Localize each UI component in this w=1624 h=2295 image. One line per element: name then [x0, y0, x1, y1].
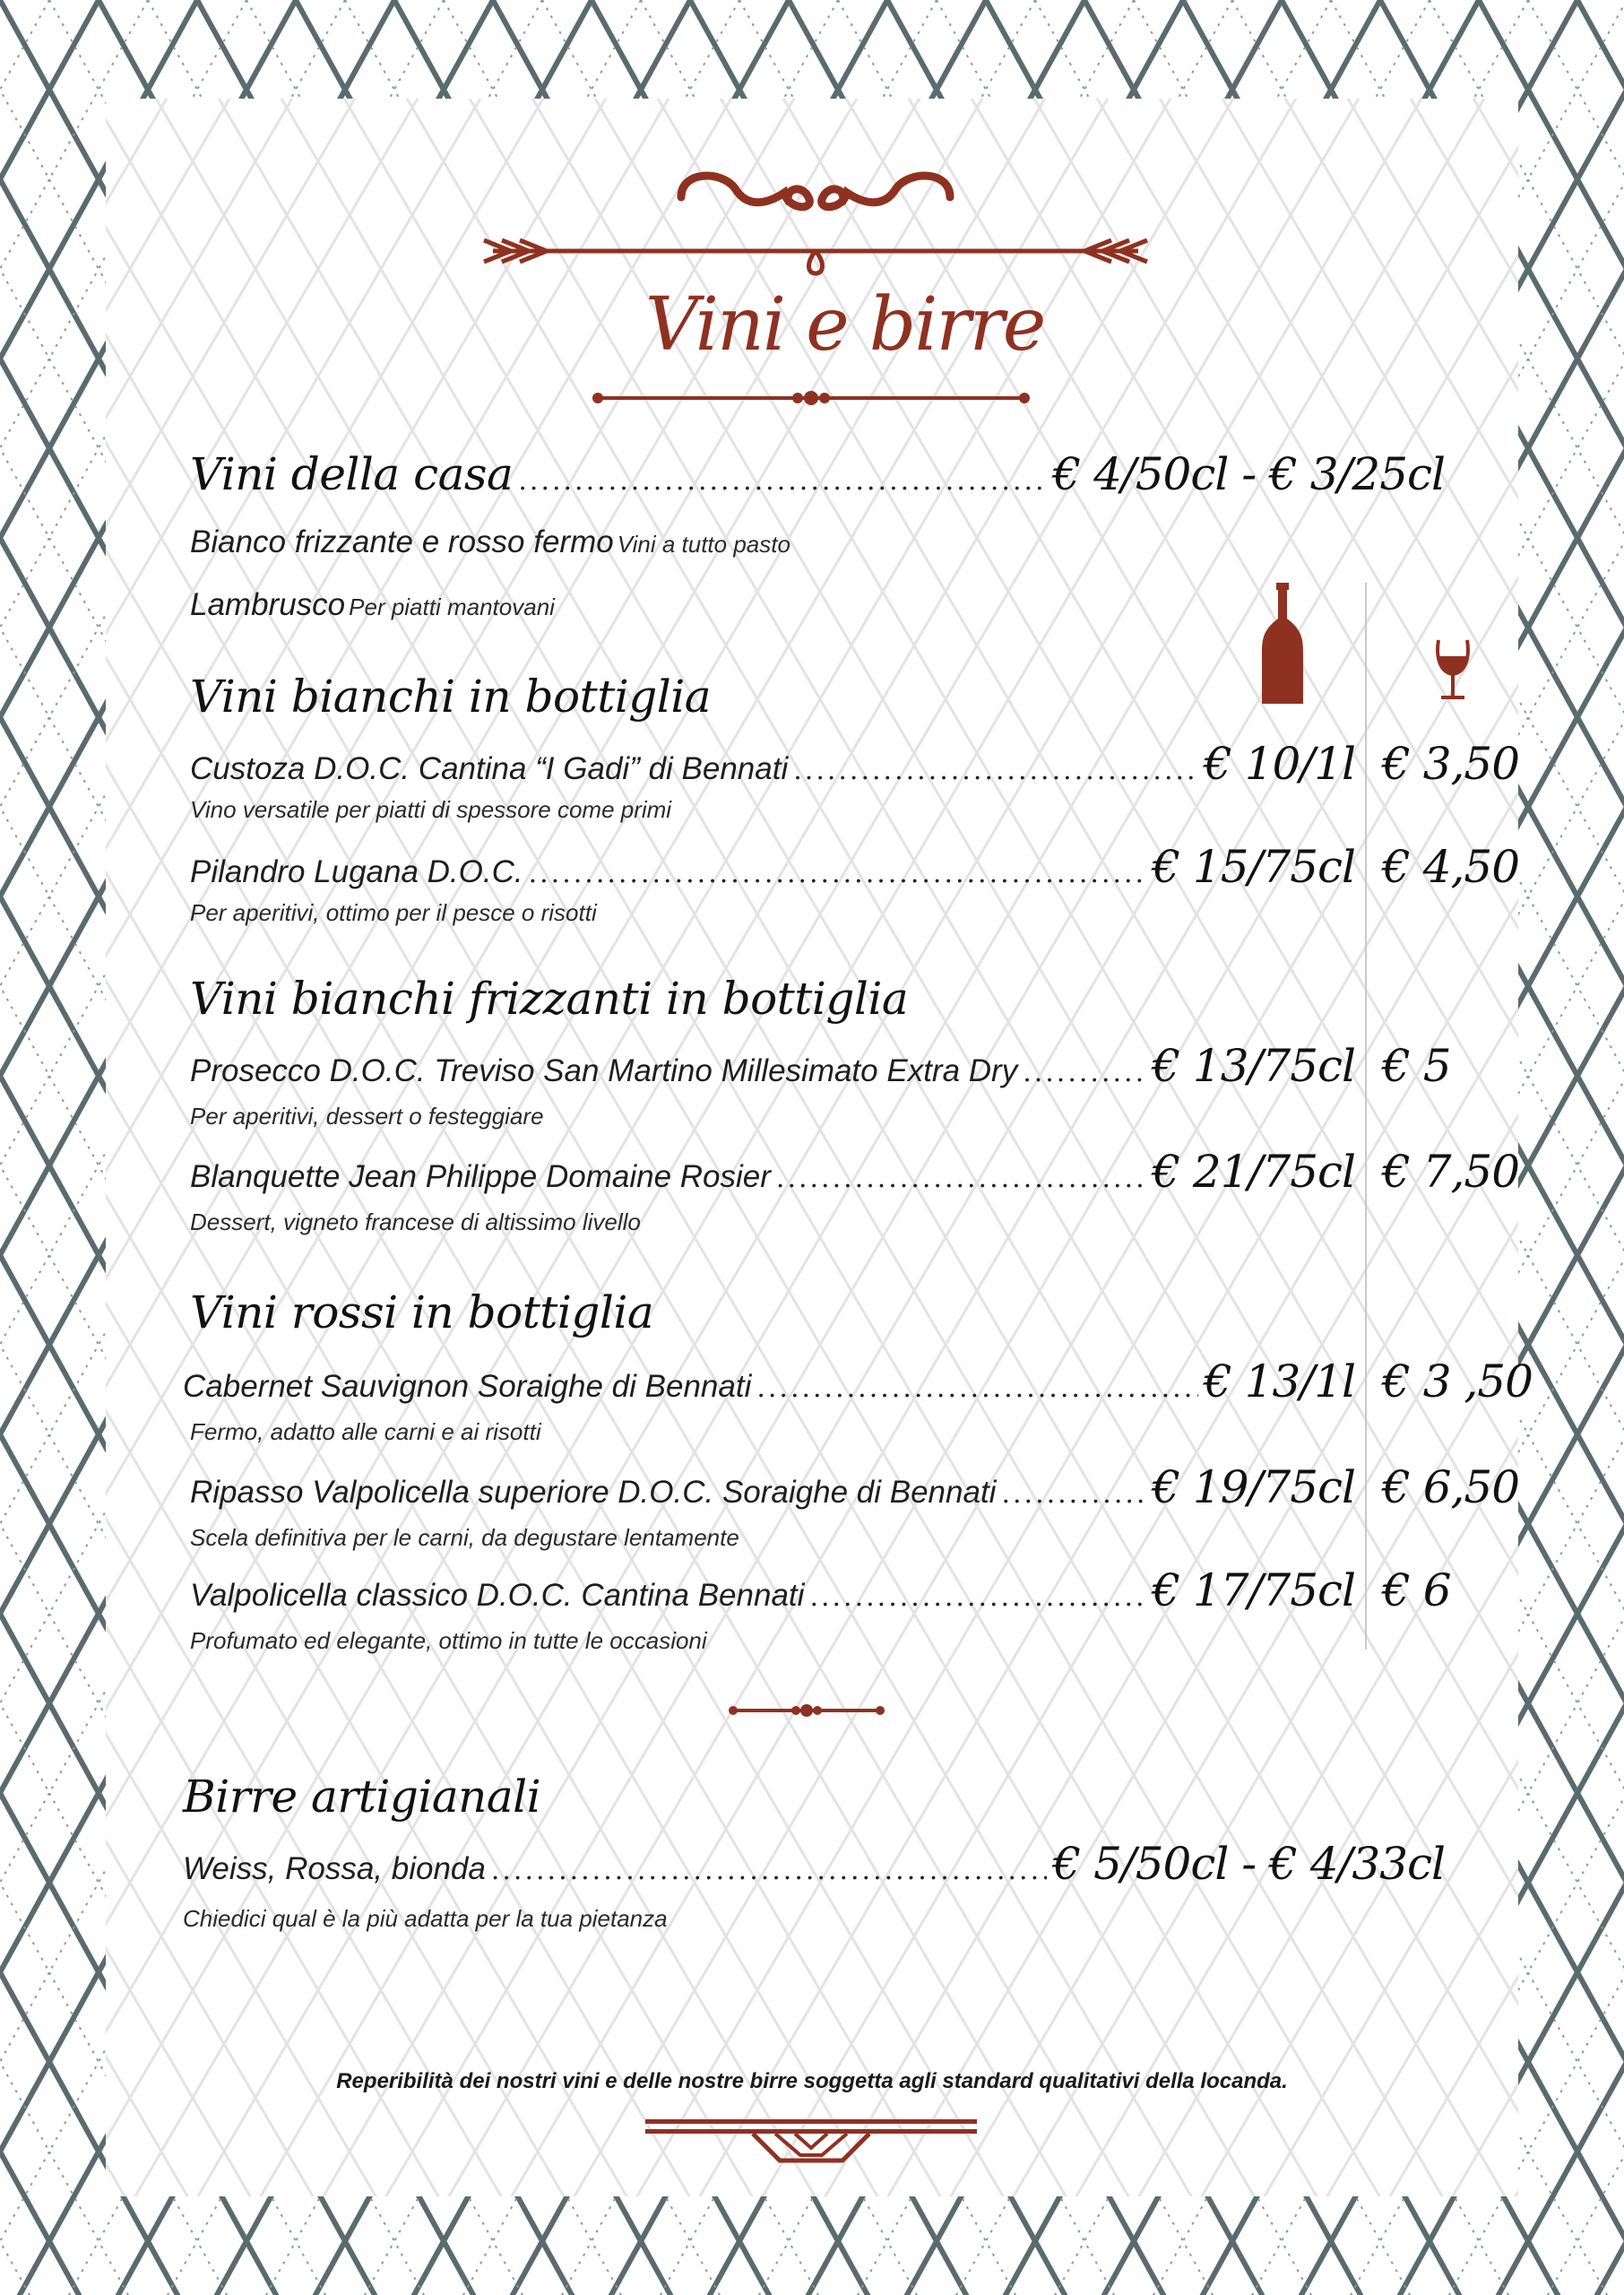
bottle-price: € 19/75cl	[1152, 1461, 1355, 1513]
dot-leader	[518, 465, 1047, 497]
wine-name: Prosecco D.O.C. Treviso San Martino Millesimato Extra Dry	[190, 1053, 1018, 1088]
wine-name: Pilandro Lugana D.O.C.	[190, 854, 523, 889]
wine-glass-icon	[1436, 638, 1470, 701]
house-wine-item: Lambrusco Per piatti mantovani	[190, 587, 555, 622]
dot-leader	[529, 858, 1147, 889]
wine-name: Blanquette Jean Philippe Domaine Rosier	[190, 1159, 771, 1194]
house-wines-price: € 4/50cl - € 3/25cl	[1052, 448, 1445, 500]
glass-price: € 7,50	[1382, 1146, 1520, 1198]
wine-row	[183, 1355, 1355, 1407]
beer-price: € 5/50cl - € 4/33cl	[1052, 1838, 1445, 1890]
wine-description: Scela definitiva per le carni, da degustare lentamente	[190, 1524, 739, 1551]
wine-row	[190, 1461, 1355, 1513]
dot-leader	[756, 1373, 1198, 1404]
bottle-price: € 10/1l	[1204, 738, 1355, 790]
section-heading-house-wines: Vini della casa	[190, 448, 514, 500]
beer-description: Chiedici qual è la più adatta per la tua pietanza	[183, 1905, 668, 1932]
glass-price: € 3 ,50	[1382, 1355, 1533, 1407]
wine-name: Valpolicella classico D.O.C. Cantina Bennati	[190, 1578, 805, 1613]
wine-description: Per aperitivi, dessert o festeggiare	[190, 1103, 544, 1130]
house-wine-item: Bianco frizzante e rosso fermo Vini a tutto pasto	[190, 524, 790, 559]
title-divider	[587, 387, 1035, 409]
wine-description: Fermo, adatto alle carni e ai risotti	[190, 1418, 541, 1445]
bottle-price: € 21/75cl	[1152, 1146, 1355, 1198]
wine-description: Profumato ed elegante, ottimo in tutte le occasioni	[190, 1627, 707, 1654]
section-divider	[726, 1702, 887, 1719]
section-heading-sparkling-wines: Vini bianchi frizzanti in bottiglia	[190, 973, 909, 1025]
glass-price: € 6,50	[1382, 1461, 1520, 1513]
wine-name: Cabernet Sauvignon Soraighe di Bennati	[183, 1369, 752, 1404]
footer-note: Reperibilità dei nostri vini e delle nostre birre soggetta agli standard qualitativi della locanda.	[336, 2069, 1288, 2093]
price-column-divider	[1365, 583, 1367, 1650]
bottle-price: € 13/75cl	[1152, 1040, 1355, 1092]
glass-price: € 4,50	[1382, 841, 1520, 893]
wine-name: Custoza D.O.C. Cantina “I Gadi” di Bennati	[190, 751, 789, 786]
dot-leader	[809, 1581, 1146, 1613]
page-title: Vini e birre	[645, 282, 1045, 368]
glass-price: € 6	[1382, 1564, 1451, 1616]
section-heading-white-wines: Vini bianchi in bottiglia	[190, 671, 712, 723]
dot-leader	[1023, 1057, 1146, 1088]
wine-description: Per aperitivi, ottimo per il pesce o risotti	[190, 899, 597, 926]
section-heading-red-wines: Vini rossi in bottiglia	[190, 1286, 654, 1338]
wine-row	[190, 1564, 1355, 1616]
beer-row	[183, 1838, 1445, 1890]
bottle-price: € 13/1l	[1204, 1355, 1355, 1407]
wine-description: Vino versatile per piatti di spessore come primi	[190, 796, 672, 823]
wine-row	[190, 841, 1355, 893]
bottle-price: € 15/75cl	[1152, 841, 1355, 893]
dot-leader	[793, 755, 1198, 786]
glass-price: € 3,50	[1382, 738, 1520, 790]
house-wines-row	[190, 448, 1445, 500]
bottom-ornament	[641, 2117, 981, 2168]
dot-leader	[1001, 1478, 1146, 1510]
wine-row	[190, 1040, 1355, 1092]
dot-leader	[491, 1855, 1048, 1886]
wine-bottle-icon	[1262, 583, 1303, 704]
wine-row	[190, 738, 1355, 790]
glass-price: € 5	[1382, 1040, 1451, 1092]
bottle-price: € 17/75cl	[1152, 1564, 1355, 1616]
beer-name: Weiss, Rossa, bionda	[183, 1851, 486, 1886]
wine-row	[190, 1146, 1355, 1198]
section-heading-beers: Birre artigianali	[183, 1771, 541, 1823]
dot-leader	[776, 1163, 1146, 1194]
wine-description: Dessert, vigneto francese di altissimo livello	[190, 1208, 641, 1235]
top-ornament	[475, 161, 1156, 278]
wine-name: Ripasso Valpolicella superiore D.O.C. Soraighe di Bennati	[190, 1475, 997, 1510]
